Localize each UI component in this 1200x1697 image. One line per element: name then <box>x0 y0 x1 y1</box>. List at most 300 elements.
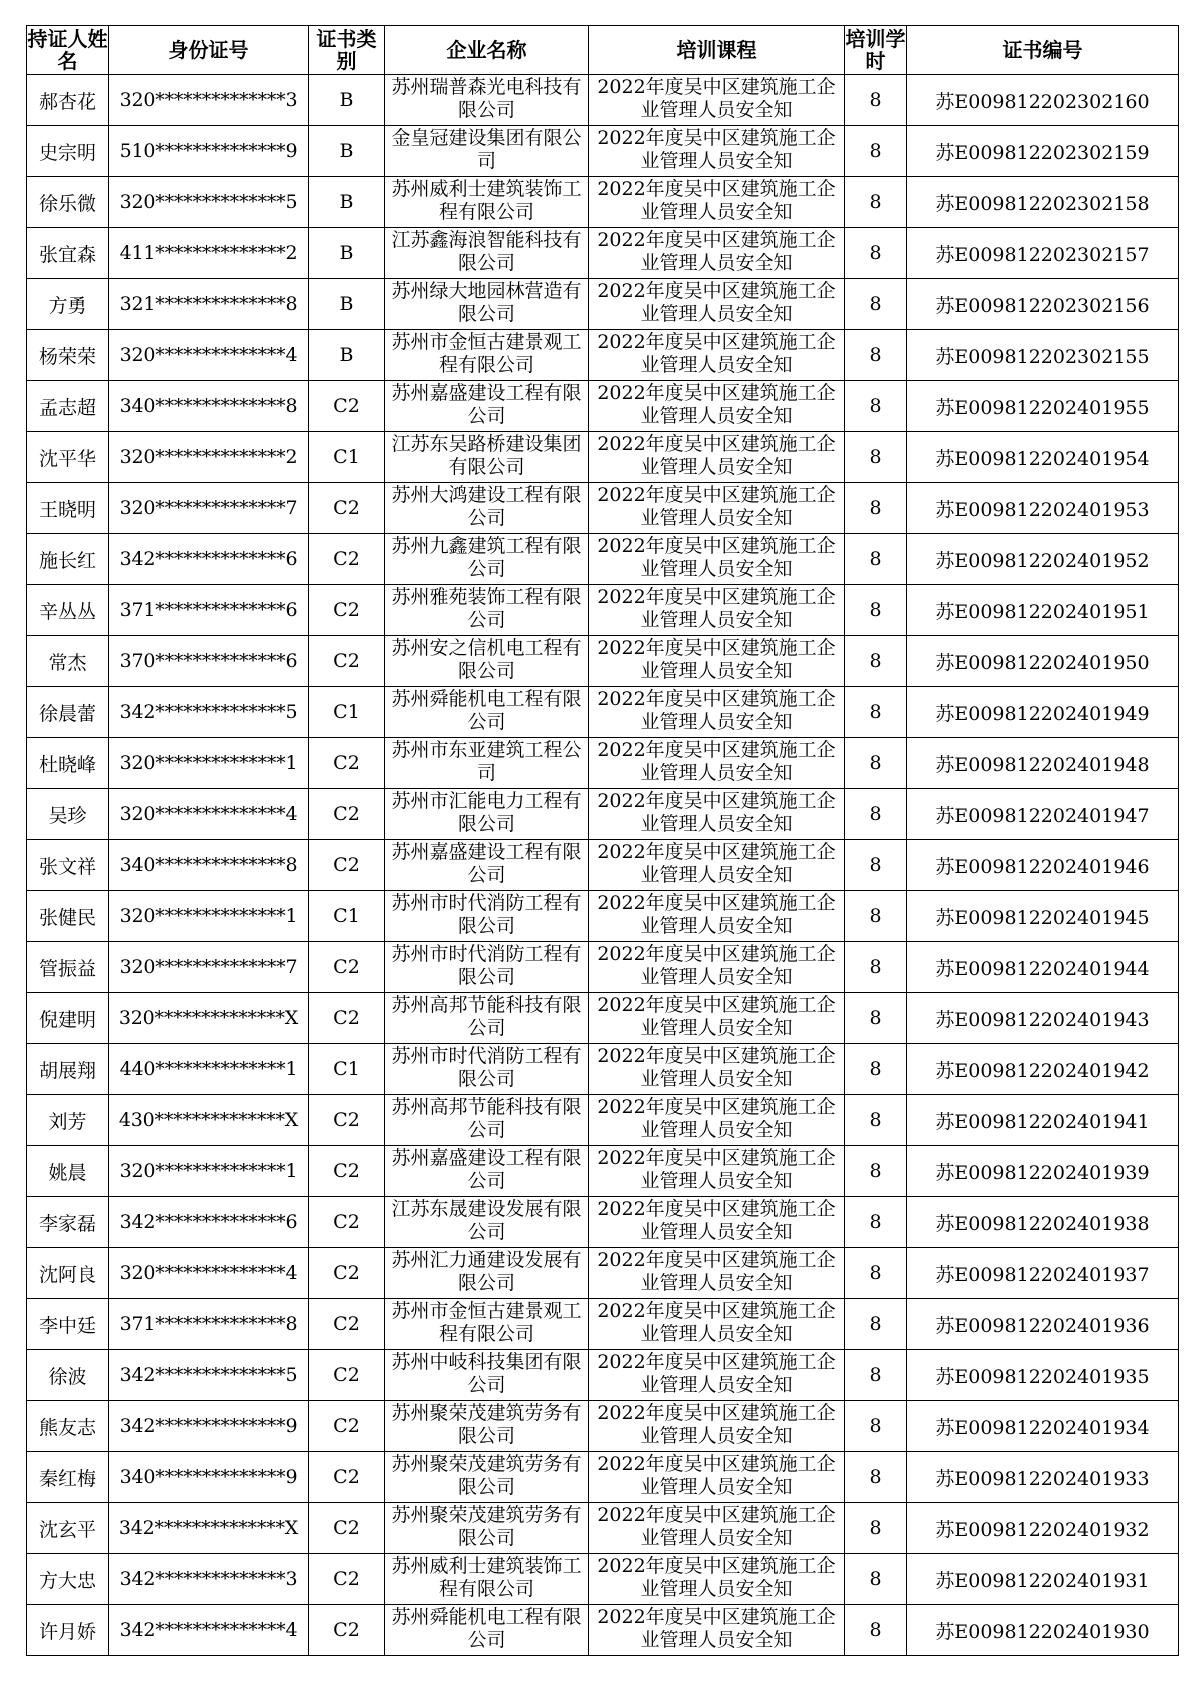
id-number-cell: 371**************8 <box>109 1299 309 1350</box>
cert-number-cell: 苏E009812202401932 <box>907 1503 1179 1554</box>
id-number-cell: 340**************8 <box>109 840 309 891</box>
cert-number-cell: 苏E009812202401937 <box>907 1248 1179 1299</box>
course-cell-text: 2022年度吴中区建筑施工企业管理人员安全知 <box>597 1351 836 1396</box>
company-cell-text: 苏州中岐科技集团有限公司 <box>391 1351 582 1396</box>
hours-cell: 8 <box>845 126 907 177</box>
company-cell <box>385 1452 589 1503</box>
id-number-cell: 342**************5 <box>109 687 309 738</box>
holder-name-cell: 史宗明 <box>27 126 109 177</box>
hours-cell: 8 <box>845 1248 907 1299</box>
table-row <box>27 534 1179 585</box>
table-row <box>27 126 1179 177</box>
company-cell-text: 苏州威利士建筑装饰工程有限公司 <box>391 178 582 223</box>
cert-number-cell: 苏E009812202401948 <box>907 738 1179 789</box>
hours-cell: 8 <box>845 687 907 738</box>
company-cell <box>385 891 589 942</box>
holder-name-cell: 常杰 <box>27 636 109 687</box>
company-cell-text: 苏州市时代消防工程有限公司 <box>391 892 582 937</box>
cert-type-cell: C2 <box>309 1605 385 1656</box>
company-cell <box>385 330 589 381</box>
table-row <box>27 1248 1179 1299</box>
course-cell <box>589 483 845 534</box>
id-number-cell: 342**************6 <box>109 534 309 585</box>
holder-name-cell: 秦红梅 <box>27 1452 109 1503</box>
course-cell <box>589 942 845 993</box>
cert-type-cell: C2 <box>309 1350 385 1401</box>
holder-name-cell: 杜晓峰 <box>27 738 109 789</box>
id-number-cell: 320**************4 <box>109 330 309 381</box>
cert-number-cell: 苏E009812202401941 <box>907 1095 1179 1146</box>
table-row <box>27 636 1179 687</box>
holder-name-cell: 沈平华 <box>27 432 109 483</box>
company-cell <box>385 432 589 483</box>
course-cell-text: 2022年度吴中区建筑施工企业管理人员安全知 <box>597 1555 836 1600</box>
header-hours: 培训学时 <box>845 27 906 73</box>
hours-cell: 8 <box>845 228 907 279</box>
hours-cell: 8 <box>845 585 907 636</box>
id-number-cell: 430**************X <box>109 1095 309 1146</box>
holder-name-cell: 孟志超 <box>27 381 109 432</box>
hours-cell: 8 <box>845 279 907 330</box>
cert-number-cell: 苏E009812202401951 <box>907 585 1179 636</box>
course-cell-text: 2022年度吴中区建筑施工企业管理人员安全知 <box>597 484 836 529</box>
company-cell <box>385 1350 589 1401</box>
course-cell <box>589 534 845 585</box>
cert-number-cell: 苏E009812202302156 <box>907 279 1179 330</box>
course-cell-text: 2022年度吴中区建筑施工企业管理人员安全知 <box>597 688 836 733</box>
course-cell <box>589 1146 845 1197</box>
company-cell <box>385 177 589 228</box>
course-cell <box>589 1554 845 1605</box>
id-number-cell: 320**************4 <box>109 1248 309 1299</box>
company-cell <box>385 636 589 687</box>
course-cell <box>589 738 845 789</box>
cert-type-cell: B <box>309 126 385 177</box>
hours-cell: 8 <box>845 177 907 228</box>
holder-name-cell: 沈玄平 <box>27 1503 109 1554</box>
cert-number-cell: 苏E009812202401939 <box>907 1146 1179 1197</box>
cert-number-cell: 苏E009812202401944 <box>907 942 1179 993</box>
company-cell-text: 江苏鑫海浪智能科技有限公司 <box>391 229 582 274</box>
hours-cell: 8 <box>845 432 907 483</box>
holder-name-cell: 倪建明 <box>27 993 109 1044</box>
course-cell <box>589 1197 845 1248</box>
company-cell <box>385 993 589 1044</box>
id-number-cell: 370**************6 <box>109 636 309 687</box>
cert-number-cell: 苏E009812202401953 <box>907 483 1179 534</box>
cert-number-cell: 苏E009812202401955 <box>907 381 1179 432</box>
table-row <box>27 381 1179 432</box>
hours-cell: 8 <box>845 1503 907 1554</box>
id-number-cell: 340**************8 <box>109 381 309 432</box>
id-number-cell: 320**************7 <box>109 483 309 534</box>
company-cell-text: 苏州雅苑装饰工程有限公司 <box>391 586 582 631</box>
company-cell-text: 苏州市汇能电力工程有限公司 <box>391 790 582 835</box>
cert-type-cell: C2 <box>309 534 385 585</box>
cert-number-cell: 苏E009812202401954 <box>907 432 1179 483</box>
table-row <box>27 891 1179 942</box>
header-course: 培训课程 <box>589 26 845 75</box>
table-row <box>27 75 1179 126</box>
company-cell <box>385 1197 589 1248</box>
cert-type-cell: C1 <box>309 891 385 942</box>
cert-type-cell: C1 <box>309 1044 385 1095</box>
course-cell-text: 2022年度吴中区建筑施工企业管理人员安全知 <box>597 127 836 172</box>
holder-name-cell: 张文祥 <box>27 840 109 891</box>
course-cell-text: 2022年度吴中区建筑施工企业管理人员安全知 <box>597 892 836 937</box>
company-cell-text: 苏州市时代消防工程有限公司 <box>391 943 582 988</box>
cert-number-cell: 苏E009812202401938 <box>907 1197 1179 1248</box>
cert-type-cell: B <box>309 177 385 228</box>
course-cell-text: 2022年度吴中区建筑施工企业管理人员安全知 <box>597 280 836 325</box>
course-cell-text: 2022年度吴中区建筑施工企业管理人员安全知 <box>597 943 836 988</box>
course-cell <box>589 1503 845 1554</box>
cert-number-cell: 苏E009812202302155 <box>907 330 1179 381</box>
header-id-number: 身份证号 <box>109 26 309 75</box>
holder-name-cell: 徐波 <box>27 1350 109 1401</box>
cert-type-cell: C2 <box>309 381 385 432</box>
table-row <box>27 279 1179 330</box>
id-number-cell: 371**************6 <box>109 585 309 636</box>
company-cell <box>385 279 589 330</box>
cert-type-cell: B <box>309 330 385 381</box>
hours-cell: 8 <box>845 483 907 534</box>
company-cell-text: 苏州嘉盛建设工程有限公司 <box>391 382 582 427</box>
table-row <box>27 1452 1179 1503</box>
header-name: 持证人姓名 <box>27 27 108 73</box>
table-header <box>27 26 1179 75</box>
course-cell <box>589 1095 845 1146</box>
course-cell-text: 2022年度吴中区建筑施工企业管理人员安全知 <box>597 994 836 1039</box>
holder-name-cell: 李家磊 <box>27 1197 109 1248</box>
cert-type-cell: C2 <box>309 1248 385 1299</box>
course-cell-text: 2022年度吴中区建筑施工企业管理人员安全知 <box>597 1198 836 1243</box>
id-number-cell: 342**************X <box>109 1503 309 1554</box>
cert-number-cell: 苏E009812202401952 <box>907 534 1179 585</box>
holder-name-cell: 沈阿良 <box>27 1248 109 1299</box>
cert-type-cell: B <box>309 279 385 330</box>
table-body <box>27 75 1179 1656</box>
course-cell-text: 2022年度吴中区建筑施工企业管理人员安全知 <box>597 433 836 478</box>
cert-type-cell: C2 <box>309 1299 385 1350</box>
id-number-cell: 320**************2 <box>109 432 309 483</box>
company-cell-text: 苏州威利士建筑装饰工程有限公司 <box>391 1555 582 1600</box>
course-cell <box>589 1452 845 1503</box>
id-number-cell: 320**************5 <box>109 177 309 228</box>
course-cell <box>589 687 845 738</box>
hours-cell: 8 <box>845 1095 907 1146</box>
company-cell-text: 苏州高邦节能科技有限公司 <box>391 994 582 1039</box>
course-cell <box>589 1299 845 1350</box>
course-cell <box>589 1248 845 1299</box>
table-row <box>27 1350 1179 1401</box>
id-number-cell: 320**************4 <box>109 789 309 840</box>
company-cell-text: 苏州九鑫建筑工程有限公司 <box>391 535 582 580</box>
hours-cell: 8 <box>845 891 907 942</box>
hours-cell: 8 <box>845 1044 907 1095</box>
company-cell-text: 苏州市时代消防工程有限公司 <box>391 1045 582 1090</box>
header-cert-type: 证书类别 <box>309 26 385 75</box>
holder-name-cell: 辛丛丛 <box>27 585 109 636</box>
course-cell-text: 2022年度吴中区建筑施工企业管理人员安全知 <box>597 1045 836 1090</box>
table-row <box>27 1554 1179 1605</box>
id-number-cell: 320**************1 <box>109 738 309 789</box>
table-row <box>27 687 1179 738</box>
company-cell <box>385 1146 589 1197</box>
company-cell-text: 苏州聚荣茂建筑劳务有限公司 <box>391 1504 582 1549</box>
hours-cell: 8 <box>845 636 907 687</box>
company-cell <box>385 1299 589 1350</box>
cert-type-cell: C2 <box>309 789 385 840</box>
id-number-cell: 320**************3 <box>109 75 309 126</box>
holder-name-cell: 徐晨蕾 <box>27 687 109 738</box>
company-cell <box>385 381 589 432</box>
cert-number-cell: 苏E009812202401946 <box>907 840 1179 891</box>
id-number-cell: 340**************9 <box>109 1452 309 1503</box>
course-cell <box>589 1605 845 1656</box>
company-cell-text: 江苏东晟建设发展有限公司 <box>391 1198 582 1243</box>
hours-cell: 8 <box>845 738 907 789</box>
course-cell-text: 2022年度吴中区建筑施工企业管理人员安全知 <box>597 739 836 784</box>
table-row <box>27 483 1179 534</box>
company-cell <box>385 840 589 891</box>
course-cell-text: 2022年度吴中区建筑施工企业管理人员安全知 <box>597 1096 836 1141</box>
course-cell-text: 2022年度吴中区建筑施工企业管理人员安全知 <box>597 1606 836 1651</box>
course-cell <box>589 993 845 1044</box>
table-row <box>27 1044 1179 1095</box>
company-cell-text: 苏州聚荣茂建筑劳务有限公司 <box>391 1402 582 1447</box>
holder-name-cell: 张宜森 <box>27 228 109 279</box>
company-cell-text: 苏州高邦节能科技有限公司 <box>391 1096 582 1141</box>
table-row <box>27 432 1179 483</box>
cert-number-cell: 苏E009812202401930 <box>907 1605 1179 1656</box>
company-cell <box>385 687 589 738</box>
cert-type-cell: C2 <box>309 1146 385 1197</box>
company-cell-text: 苏州大鸿建设工程有限公司 <box>391 484 582 529</box>
company-cell <box>385 1401 589 1452</box>
course-cell-text: 2022年度吴中区建筑施工企业管理人员安全知 <box>597 1504 836 1549</box>
course-cell-text: 2022年度吴中区建筑施工企业管理人员安全知 <box>597 331 836 376</box>
cert-type-cell: C2 <box>309 1197 385 1248</box>
cert-number-cell: 苏E009812202401936 <box>907 1299 1179 1350</box>
cert-type-cell: C2 <box>309 993 385 1044</box>
course-cell-text: 2022年度吴中区建筑施工企业管理人员安全知 <box>597 1300 836 1345</box>
table-row <box>27 1503 1179 1554</box>
course-cell-text: 2022年度吴中区建筑施工企业管理人员安全知 <box>597 382 836 427</box>
table-row <box>27 1197 1179 1248</box>
company-cell-text: 苏州绿大地园林营造有限公司 <box>391 280 582 325</box>
hours-cell: 8 <box>845 1350 907 1401</box>
holder-name-cell: 郝杏花 <box>27 75 109 126</box>
holder-name-cell: 刘芳 <box>27 1095 109 1146</box>
cert-number-cell: 苏E009812202302157 <box>907 228 1179 279</box>
course-cell-text: 2022年度吴中区建筑施工企业管理人员安全知 <box>597 76 836 121</box>
header-company: 企业名称 <box>385 26 589 75</box>
holder-name-cell: 方勇 <box>27 279 109 330</box>
table-row <box>27 1299 1179 1350</box>
id-number-cell: 411**************2 <box>109 228 309 279</box>
hours-cell: 8 <box>845 789 907 840</box>
course-cell-text: 2022年度吴中区建筑施工企业管理人员安全知 <box>597 178 836 223</box>
hours-cell: 8 <box>845 942 907 993</box>
certificate-table <box>26 25 1179 1656</box>
table-row <box>27 1605 1179 1656</box>
cert-type-cell: B <box>309 228 385 279</box>
company-cell <box>385 1095 589 1146</box>
table-row <box>27 1401 1179 1452</box>
cert-type-cell: B <box>309 75 385 126</box>
holder-name-cell: 许月娇 <box>27 1605 109 1656</box>
course-cell <box>589 636 845 687</box>
company-cell-text: 苏州嘉盛建设工程有限公司 <box>391 841 582 886</box>
company-cell-text: 苏州市金恒古建景观工程有限公司 <box>391 331 582 376</box>
course-cell <box>589 1044 845 1095</box>
company-cell <box>385 738 589 789</box>
company-cell-text: 苏州市金恒古建景观工程有限公司 <box>391 1300 582 1345</box>
cert-number-cell: 苏E009812202302159 <box>907 126 1179 177</box>
course-cell-text: 2022年度吴中区建筑施工企业管理人员安全知 <box>597 637 836 682</box>
course-cell <box>589 432 845 483</box>
company-cell <box>385 1044 589 1095</box>
course-cell <box>589 126 845 177</box>
course-cell <box>589 75 845 126</box>
table-row <box>27 1146 1179 1197</box>
holder-name-cell: 李中廷 <box>27 1299 109 1350</box>
cert-number-cell: 苏E009812202401931 <box>907 1554 1179 1605</box>
company-cell <box>385 1554 589 1605</box>
id-number-cell: 342**************3 <box>109 1554 309 1605</box>
course-cell <box>589 330 845 381</box>
course-cell <box>589 1350 845 1401</box>
header-cert-number: 证书编号 <box>907 26 1179 75</box>
hours-cell: 8 <box>845 1605 907 1656</box>
course-cell <box>589 279 845 330</box>
company-cell-text: 苏州嘉盛建设工程有限公司 <box>391 1147 582 1192</box>
table-row <box>27 228 1179 279</box>
holder-name-cell: 熊友志 <box>27 1401 109 1452</box>
cert-number-cell: 苏E009812202302160 <box>907 75 1179 126</box>
table-row <box>27 177 1179 228</box>
holder-name-cell: 王晓明 <box>27 483 109 534</box>
table-row <box>27 585 1179 636</box>
id-number-cell: 342**************4 <box>109 1605 309 1656</box>
company-cell <box>385 1503 589 1554</box>
course-cell <box>589 891 845 942</box>
cert-type-cell: C1 <box>309 687 385 738</box>
company-cell <box>385 1248 589 1299</box>
hours-cell: 8 <box>845 1554 907 1605</box>
cert-type-cell: C2 <box>309 840 385 891</box>
company-cell-text: 苏州舜能机电工程有限公司 <box>391 688 582 733</box>
cert-number-cell: 苏E009812202401934 <box>907 1401 1179 1452</box>
cert-type-cell: C2 <box>309 636 385 687</box>
course-cell-text: 2022年度吴中区建筑施工企业管理人员安全知 <box>597 1249 836 1294</box>
company-cell-text: 苏州汇力通建设发展有限公司 <box>391 1249 582 1294</box>
cert-type-cell: C2 <box>309 1452 385 1503</box>
course-cell <box>589 381 845 432</box>
hours-cell: 8 <box>845 840 907 891</box>
course-cell-text: 2022年度吴中区建筑施工企业管理人员安全知 <box>597 586 836 631</box>
company-cell <box>385 1605 589 1656</box>
holder-name-cell: 张健民 <box>27 891 109 942</box>
cert-type-cell: C1 <box>309 432 385 483</box>
table-row <box>27 840 1179 891</box>
id-number-cell: 342**************5 <box>109 1350 309 1401</box>
table-row <box>27 330 1179 381</box>
company-cell <box>385 228 589 279</box>
cert-number-cell: 苏E009812202401943 <box>907 993 1179 1044</box>
hours-cell: 8 <box>845 330 907 381</box>
cert-type-cell: C2 <box>309 1503 385 1554</box>
course-cell-text: 2022年度吴中区建筑施工企业管理人员安全知 <box>597 790 836 835</box>
id-number-cell: 510**************9 <box>109 126 309 177</box>
cert-number-cell: 苏E009812202401949 <box>907 687 1179 738</box>
id-number-cell: 320**************X <box>109 993 309 1044</box>
id-number-cell: 440**************1 <box>109 1044 309 1095</box>
course-cell-text: 2022年度吴中区建筑施工企业管理人员安全知 <box>597 229 836 274</box>
table-row <box>27 738 1179 789</box>
company-cell <box>385 483 589 534</box>
cert-type-cell: C2 <box>309 738 385 789</box>
hours-cell: 8 <box>845 993 907 1044</box>
company-cell <box>385 126 589 177</box>
company-cell <box>385 942 589 993</box>
course-cell-text: 2022年度吴中区建筑施工企业管理人员安全知 <box>597 1147 836 1192</box>
company-cell-text: 金皇冠建设集团有限公司 <box>391 127 582 172</box>
table-row <box>27 789 1179 840</box>
cert-number-cell: 苏E009812202401945 <box>907 891 1179 942</box>
hours-cell: 8 <box>845 1146 907 1197</box>
company-cell-text: 苏州瑞普森光电科技有限公司 <box>391 76 582 121</box>
company-cell <box>385 585 589 636</box>
cert-type-cell: C2 <box>309 1554 385 1605</box>
holder-name-cell: 施长红 <box>27 534 109 585</box>
company-cell-text: 苏州聚荣茂建筑劳务有限公司 <box>391 1453 582 1498</box>
id-number-cell: 342**************9 <box>109 1401 309 1452</box>
cert-type-cell: C2 <box>309 585 385 636</box>
company-cell-text: 苏州安之信机电工程有限公司 <box>391 637 582 682</box>
course-cell <box>589 585 845 636</box>
header-row <box>27 26 1179 75</box>
course-cell <box>589 177 845 228</box>
holder-name-cell: 方大忠 <box>27 1554 109 1605</box>
cert-number-cell: 苏E009812202401947 <box>907 789 1179 840</box>
course-cell <box>589 789 845 840</box>
company-cell-text: 苏州市东亚建筑工程公司 <box>391 739 582 784</box>
id-number-cell: 321**************8 <box>109 279 309 330</box>
hours-cell: 8 <box>845 1401 907 1452</box>
hours-cell: 8 <box>845 381 907 432</box>
holder-name-cell: 徐乐微 <box>27 177 109 228</box>
cert-type-cell: C2 <box>309 1095 385 1146</box>
hours-cell: 8 <box>845 1299 907 1350</box>
course-cell <box>589 228 845 279</box>
course-cell-text: 2022年度吴中区建筑施工企业管理人员安全知 <box>597 1453 836 1498</box>
company-cell <box>385 789 589 840</box>
table-row <box>27 993 1179 1044</box>
table-row <box>27 942 1179 993</box>
hours-cell: 8 <box>845 75 907 126</box>
cert-number-cell: 苏E009812202401942 <box>907 1044 1179 1095</box>
id-number-cell: 342**************6 <box>109 1197 309 1248</box>
id-number-cell: 320**************1 <box>109 891 309 942</box>
cert-number-cell: 苏E009812202401935 <box>907 1350 1179 1401</box>
table-row <box>27 1095 1179 1146</box>
course-cell <box>589 840 845 891</box>
company-cell-text: 苏州舜能机电工程有限公司 <box>391 1606 582 1651</box>
cert-type-cell: C2 <box>309 483 385 534</box>
cert-number-cell: 苏E009812202302158 <box>907 177 1179 228</box>
